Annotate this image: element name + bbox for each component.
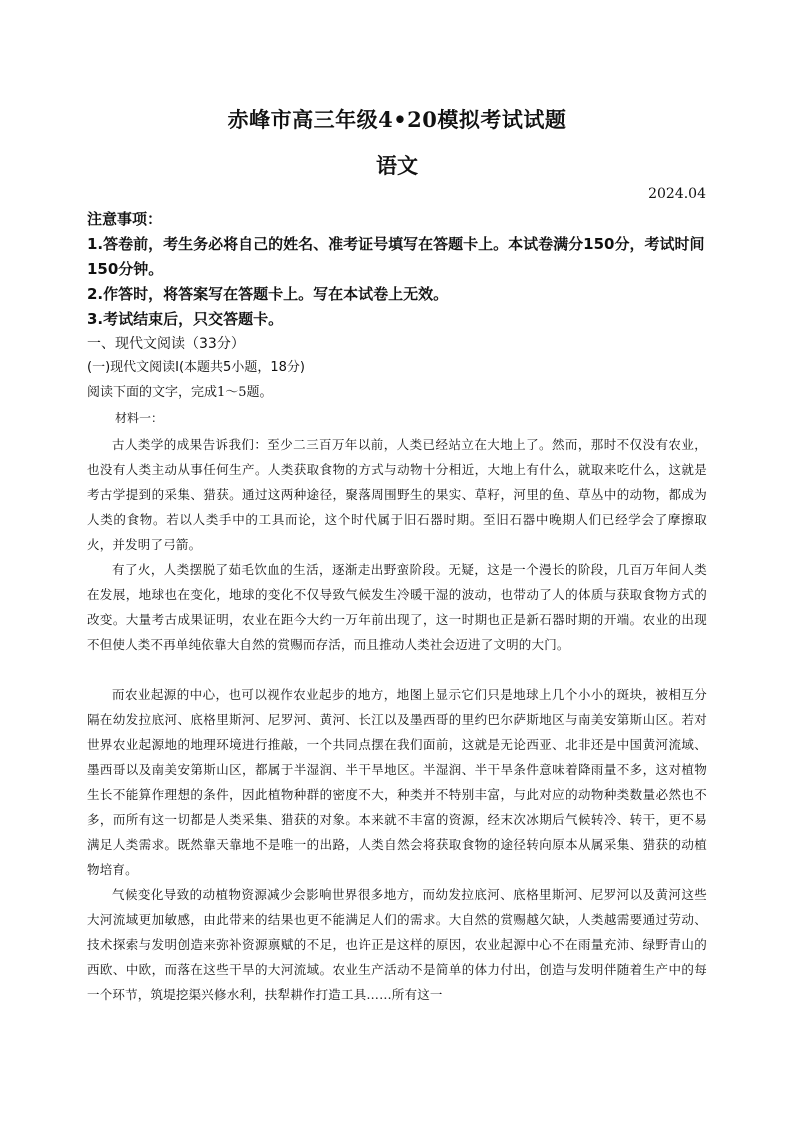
notice-item-2: 2.作答时，将答案写在答题卡上。写在本试卷上无效。: [87, 285, 449, 303]
exam-date: 2024.04: [648, 186, 706, 202]
reading-instruction: 阅读下面的文字，完成1～5题。: [87, 385, 273, 400]
notice-item-1: 1.答卷前，考生务必将自己的姓名、准考证号填写在答题卡上。本试卷满分150分，考试时间150分钟。: [87, 235, 705, 278]
notice-heading: 注意事项：: [87, 210, 163, 228]
paragraph-2: 有了火，人类摆脱了茹毛饮血的生活，逐渐走出野蛮阶段。无疑，这是一个漫长的阶段，几百万年间人类在发展，地球也在变化，地球的变化不仅导致气候发生冷暖干湿的波动，也带动了人的体质与获取食物方式的改变。大量考古成果证明，农业在距今大约一万年前出现了，这一时期也正是新石器时期的开端。农业的出现不但使人类不再单纯依靠大自然的赏赐而存活，而且推动人类社会迈进了文明的大门。: [87, 562, 707, 652]
paragraph-1: 古人类学的成果告诉我们：至少二三百万年以前，人类已经站立在大地上了。然而，那时不仅没有农业，也没有人类主动从事任何生产。人类获取食物的方式与动物十分相近，大地上有什么，就取来吃什么，这就是考古学提到的采集、猎获。通过这两种途径，聚落周围野生的果实、草籽，河里的鱼、草丛中的动物，都成为人类的食物。若以人类手中的工具而论，这个时代属于旧石器时期。至旧石器中晚期人们已经学会了摩擦取火，并发明了弓箭。: [87, 437, 707, 552]
paragraph-4: 气候变化导致的动植物资源减少会影响世界很多地方，而幼发拉底河、底格里斯河、尼罗河以及黄河这些大河流域更加敏感，由此带来的结果也更不能满足人们的需求。大自然的赏赐越欠缺，人类越需要通过劳动、技术探索与发明创造来弥补资源禀赋的不足，也许正是这样的原因，农业起源中心不在雨量充沛、绿野青山的西欧、中欧，而落在这些干旱的大河流域。农业生产活动不是简单的体力付出，创造与发明伴随着生产中的每一个环节，筑堤挖渠兴修水利，扶犁耕作打造工具……所有这一: [87, 887, 707, 1002]
subsection-title: (一)现代文阅读Ⅰ(本题共5小题，18分): [87, 360, 305, 375]
paragraph-3: 而农业起源的中心，也可以视作农业起步的地方，地图上显示它们只是地球上几个小小的斑块，被相互分隔在幼发拉底河、底格里斯河、尼罗河、黄河、长江以及墨西哥的里约巴尔萨斯地区与南美安第斯山区。若对世界农业起源地的地理环境进行推敲，一个共同点摆在我们面前，这就是无论西亚、北非还是中国黄河流域、墨西哥以及南美安第斯山区，都属于半湿润、半干旱地区。半湿润、半干旱条件意味着降雨量不多，这对植物生长不能算作理想的条件，因此植物种群的密度不大，种类并不特别丰富，与此对应的动物种类数量必然也不多，而所有这一切都是人类采集、猎获的对象。本来就不丰富的资源，经末次冰期后气候转冷、转干，更不易满足人类需求。既然靠天靠地不是唯一的出路，人类自然会将获取食物的途径转向原本从属采集、猎获的动植物培育。: [87, 687, 707, 877]
material-label: 材料一：: [115, 411, 164, 425]
section-title: 一、现代文阅读（33分）: [87, 336, 245, 352]
notice-item-3: 3.考试结束后，只交答题卡。: [87, 310, 284, 328]
subject-title: 语文: [376, 153, 418, 178]
exam-title: 赤峰市高三年级4•20模拟考试试题: [227, 107, 567, 132]
